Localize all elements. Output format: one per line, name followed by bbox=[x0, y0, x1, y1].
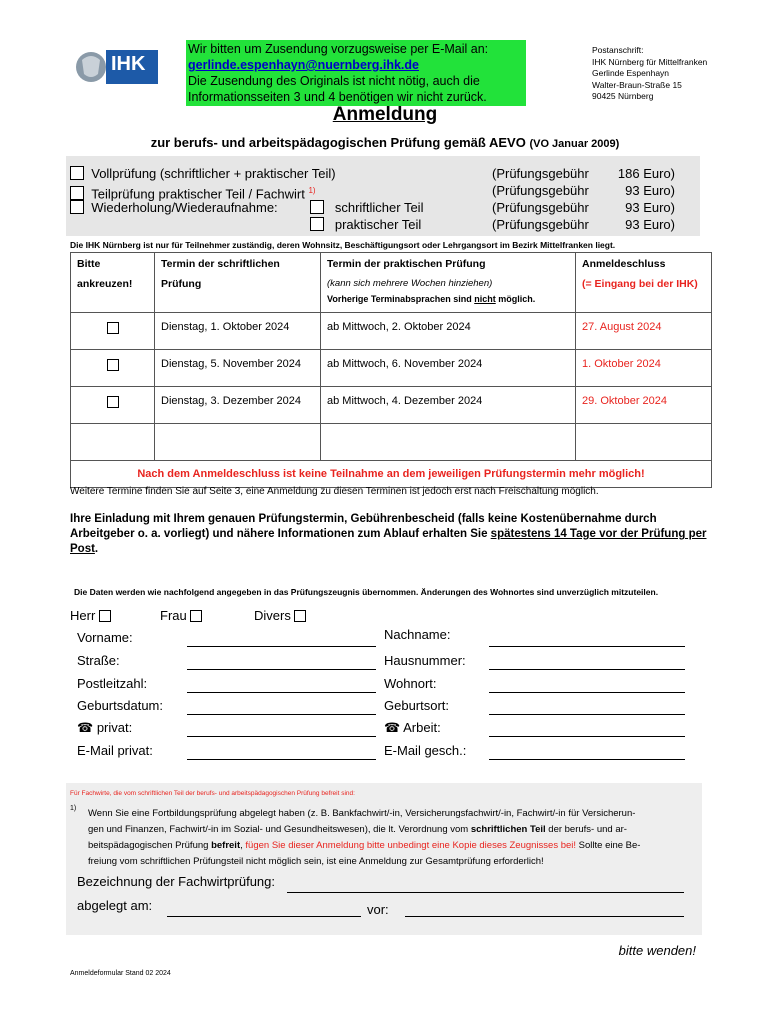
checkbox-herr[interactable] bbox=[99, 610, 111, 622]
postal-address: Postanschrift: IHK Nürnberg für Mittelfranken Gerlinde Espenhayn Walter-Braun-Straße 15 90425 Nürnberg bbox=[592, 45, 708, 101]
checkbox-repeat[interactable] bbox=[70, 200, 84, 214]
data-note: Die Daten werden wie nachfolgend angegeben in das Prüfungszeugnis übernommen. Änderungen des Wohnortes sind unverzüglich mitzuteilen. bbox=[74, 587, 659, 597]
table-header-row bbox=[71, 253, 712, 313]
date-checkbox-1[interactable] bbox=[107, 322, 119, 334]
table-row bbox=[71, 313, 712, 350]
fachwirt-text: Wenn Sie eine Fortbildungsprüfung abgelegt haben (z. B. Bankfachwirt/-in, Versicherungsfachwirt/-in, Fachwirt/-in für Versicherun- gen und Finanzen, Fachwirt/-in im Sozial- und Gesundheitswesen), die lt. Verordnung vom schriftlichen Teil der berufs- und ar- beitspädagogischen Prüfung befreit, fügen Sie dieser Anmeldung bitte unbedingt eine Kopie dieses Zeugnisses bei! Sollte eine Be- freiung vom schriftlichen Prüfungsteil nicht möglich sein, ist eine Anmeldung zur Gesamtprüfung erforderlich! bbox=[88, 808, 641, 867]
page-subtitle: zur berufs- und arbeitspädagogischen Prüfung gemäß AEVO (VO Januar 2009) bbox=[150, 135, 620, 150]
input-abgelegt[interactable] bbox=[167, 916, 361, 917]
jurisdiction-note: Die IHK Nürnberg ist nur für Teilnehmer zuständig, deren Wohnsitz, Beschäftigungsort oder Lehrgangsort im Bezirk Mittelfranken liegt. bbox=[70, 240, 616, 250]
header-written: Termin der schriftlichen Prüfung bbox=[155, 253, 321, 313]
input-strasse[interactable] bbox=[187, 669, 376, 670]
input-fachwirt-name[interactable] bbox=[287, 892, 684, 893]
salutation-frau: Frau bbox=[160, 608, 202, 623]
fee-amount-3: 93 Euro) bbox=[625, 200, 675, 215]
label-fachwirt-name: Bezeichnung der Fachwirtprüfung: bbox=[77, 874, 276, 889]
written-date: Dienstag, 1. Oktober 2024 bbox=[155, 313, 321, 350]
label-phone-private: ☎ privat: bbox=[77, 720, 133, 735]
email-link[interactable]: gerlinde.espenhayn@nuernberg.ihk.de bbox=[188, 58, 419, 72]
fee-label-2: (Prüfungsgebühr bbox=[492, 183, 589, 198]
phone-icon: ☎ bbox=[77, 720, 94, 735]
label-plz: Postleitzahl: bbox=[77, 676, 148, 691]
input-wohnort[interactable] bbox=[489, 692, 685, 693]
fee-label-3: (Prüfungsgebühr bbox=[492, 200, 589, 215]
label-strasse: Straße: bbox=[77, 653, 120, 668]
written-date: Dienstag, 5. November 2024 bbox=[155, 350, 321, 387]
input-email-private[interactable] bbox=[187, 759, 376, 760]
input-geburtsdatum[interactable] bbox=[187, 714, 376, 715]
option-repeat: Wiederholung/Wiederaufnahme: bbox=[70, 199, 278, 216]
input-vorname[interactable] bbox=[187, 646, 376, 647]
option-partial: Teilprüfung praktischer Teil / Fachwirt $^{1)}$ bbox=[70, 182, 316, 202]
turn-page-note: bitte wenden! bbox=[618, 943, 696, 958]
checkbox-practical[interactable] bbox=[310, 217, 324, 231]
deadline-warning: Nach dem Anmeldeschluss ist keine Teilnahme an dem jeweiligen Prüfungstermin mehr möglich! bbox=[71, 461, 712, 488]
table-footer-row bbox=[71, 461, 712, 488]
salutation-divers: Divers bbox=[254, 608, 306, 623]
deadline-date: 29. Oktober 2024 bbox=[576, 387, 712, 424]
table-row bbox=[71, 350, 712, 387]
label-nachname: Nachname: bbox=[384, 627, 451, 642]
fachwirt-heading: Für Fachwirte, die vom schriftlichen Teil der berufs- und arbeitspädagogischen Prüfung befreit sind: bbox=[70, 790, 355, 797]
input-hausnummer[interactable] bbox=[489, 669, 685, 670]
practical-date: ab Mittwoch, 6. November 2024 bbox=[321, 350, 576, 387]
input-nachname[interactable] bbox=[489, 646, 685, 647]
invitation-note: Ihre Einladung mit Ihrem genauen Prüfungstermin, Gebührenbescheid (falls keine Kostenübernahme durch Arbeitgeber o. a. vorliegt) und nähere Informationen zum Ablauf erhalten Sie spätestens 14 Tage vor der Prüfung per Post. bbox=[70, 513, 707, 555]
label-email-private: E-Mail privat: bbox=[77, 743, 153, 758]
exam-dates-table bbox=[70, 252, 712, 488]
page-title: Anmeldung bbox=[332, 104, 438, 125]
label-phone-work: ☎ Arbeit: bbox=[384, 720, 441, 735]
fee-label-4: (Prüfungsgebühr bbox=[492, 217, 589, 232]
label-vor: vor: bbox=[367, 902, 389, 917]
fee-amount-1: 186 Euro) bbox=[617, 166, 675, 181]
fee-label-1: (Prüfungsgebühr bbox=[492, 166, 589, 181]
input-email-work[interactable] bbox=[489, 759, 685, 760]
checkbox-frau[interactable] bbox=[190, 610, 202, 622]
written-date: Dienstag, 3. Dezember 2024 bbox=[155, 387, 321, 424]
ihk-logo: IHK bbox=[70, 46, 158, 88]
further-dates-note: Weitere Termine finden Sie auf Seite 3, eine Anmeldung zu diesen Terminen ist jedoch erst nach Freischaltung möglich. bbox=[70, 486, 599, 497]
input-plz[interactable] bbox=[187, 692, 376, 693]
fee-amount-2: 93 Euro) bbox=[625, 183, 675, 198]
label-email-work: E-Mail gesch.: bbox=[384, 743, 467, 758]
date-checkbox-3[interactable] bbox=[107, 396, 119, 408]
salutation-herr: Herr bbox=[70, 608, 111, 623]
deadline-date: 27. August 2024 bbox=[576, 313, 712, 350]
option-full: Vollprüfung (schriftlicher + praktischer Teil) bbox=[70, 165, 336, 182]
input-vor[interactable] bbox=[405, 916, 684, 917]
footnote-marker: 1) bbox=[70, 805, 77, 812]
label-vorname: Vorname: bbox=[77, 630, 133, 645]
label-abgelegt: abgelegt am: bbox=[77, 898, 153, 913]
input-phone-private[interactable] bbox=[187, 736, 376, 737]
practical-date: ab Mittwoch, 4. Dezember 2024 bbox=[321, 387, 576, 424]
option-practical: praktischer Teil bbox=[310, 216, 421, 233]
input-phone-work[interactable] bbox=[489, 736, 685, 737]
form-version: Anmeldeformular Stand 02 2024 bbox=[70, 970, 171, 977]
input-geburtsort[interactable] bbox=[489, 714, 685, 715]
checkbox-full[interactable] bbox=[70, 166, 84, 180]
header-select: Bitte ankreuzen! bbox=[71, 253, 155, 313]
checkbox-divers[interactable] bbox=[294, 610, 306, 622]
email-notice: Wir bitten um Zusendung vorzugsweise per E-Mail an: gerlinde.espenhayn@nuernberg.ihk.de Die Zusendung des Originals ist nicht nötig, auch die Informationsseiten 3 und 4 benötigen wir nicht zurück. bbox=[186, 40, 526, 106]
table-row bbox=[71, 387, 712, 424]
deadline-date: 1. Oktober 2024 bbox=[576, 350, 712, 387]
date-checkbox-2[interactable] bbox=[107, 359, 119, 371]
header-practical: Termin der praktischen Prüfung (kann sich mehrere Wochen hinziehen) Vorherige Terminabsprachen sind nicht möglich. bbox=[321, 253, 576, 313]
header-deadline: Anmeldeschluss (= Eingang bei der IHK) bbox=[576, 253, 712, 313]
table-row-empty bbox=[71, 424, 712, 461]
option-written: schriftlicher Teil bbox=[310, 199, 423, 216]
checkbox-written[interactable] bbox=[310, 200, 324, 214]
label-wohnort: Wohnort: bbox=[384, 676, 437, 691]
label-geburtsort: Geburtsort: bbox=[384, 698, 450, 713]
label-hausnummer: Hausnummer: bbox=[384, 653, 466, 668]
fee-amount-4: 93 Euro) bbox=[625, 217, 675, 232]
phone-icon: ☎ bbox=[384, 720, 401, 735]
label-geburtsdatum: Geburtsdatum: bbox=[77, 698, 163, 713]
practical-date: ab Mittwoch, 2. Oktober 2024 bbox=[321, 313, 576, 350]
